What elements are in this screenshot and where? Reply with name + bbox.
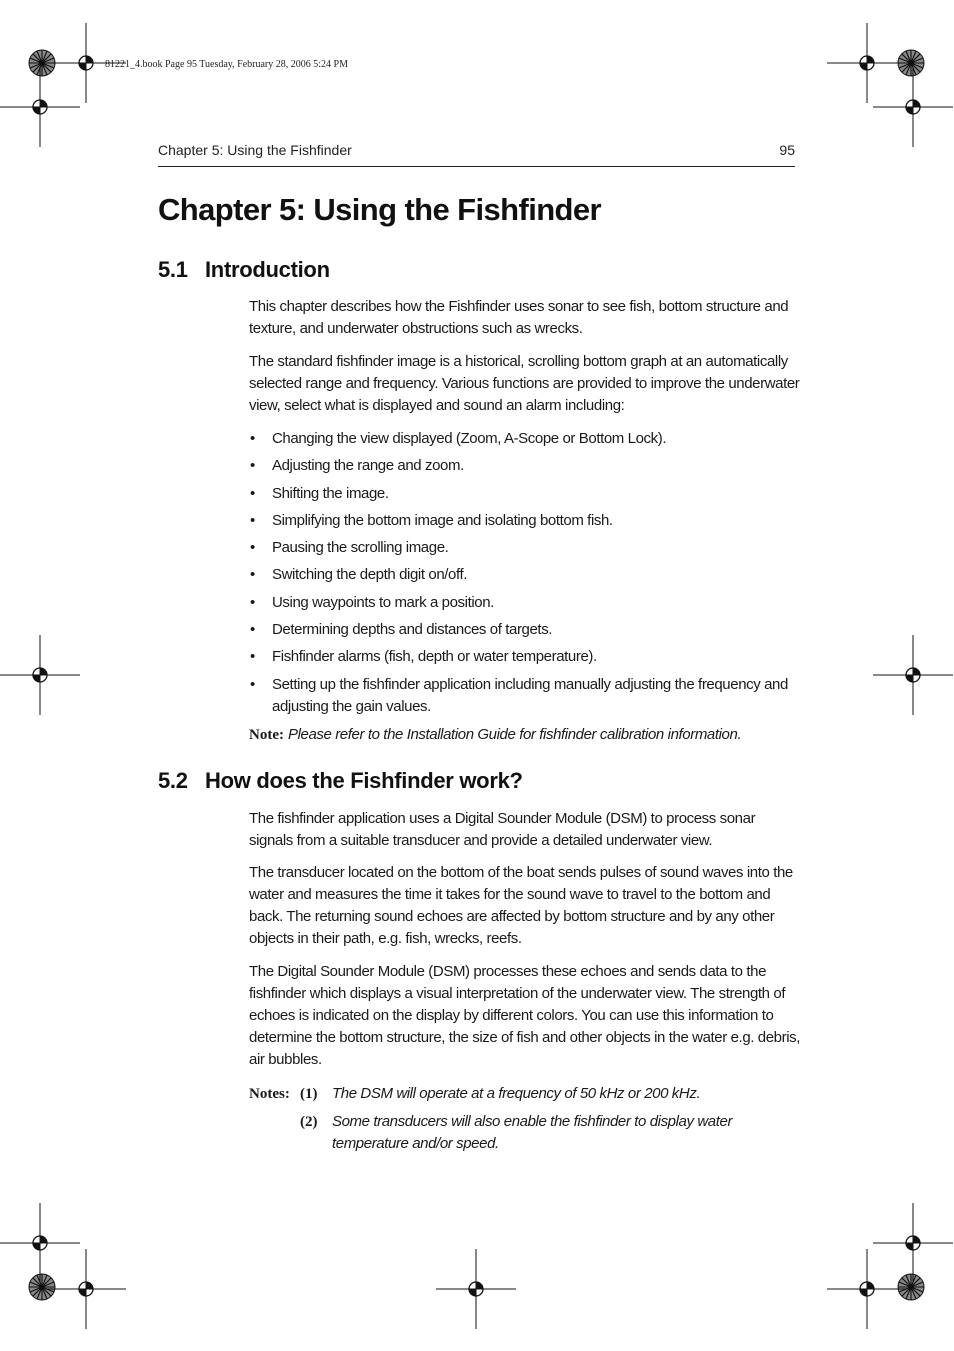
section-heading-how-it-works (158, 768, 523, 794)
list-item: • Determining depths and distances of targets. (249, 619, 801, 641)
list-item: • Fishfinder alarms (fish, depth or water temperature). (249, 646, 801, 668)
section-title: How does the Fishfinder work? (205, 768, 523, 793)
notes-number: (1) (300, 1086, 318, 1102)
section-title: Introduction (205, 257, 330, 282)
list-item: • Setting up the fishfinder application including manually adjusting the frequency and adjusting the gain values. (249, 674, 801, 718)
notes-text: The DSM will operate at a frequency of 50 kHz or 200 kHz. (332, 1085, 701, 1102)
notes-item (249, 1111, 809, 1155)
note-text: Please refer to the Installation Guide for fishfinder calibration information. (287, 726, 742, 743)
paragraph: The standard fishfinder image is a historical, scrolling bottom graph at an automatically selected range and frequency. Various functions are provided to improve the underwater view, select what is displayed and sound an alarm including: (249, 353, 800, 414)
paragraph: This chapter describes how the Fishfinder uses sonar to see fish, bottom structure and texture, and underwater obstructions such as wrecks. (249, 298, 789, 337)
notes-number: (2) (300, 1114, 318, 1130)
paragraph: The Digital Sounder Module (DSM) processes these echoes and sends data to the fishfinder which displays a visual interpretation of the underwater view. The strength of echoes is indicated on the display by different colors. You can use this information to determine the bottom structure, the size of fish and other objects in the water e.g. debris, air bubbles. (249, 963, 801, 1068)
paragraph: The fishfinder application uses a Digital Sounder Module (DSM) to process sonar signals from a suitable transducer and provide a detailed underwater view. (249, 810, 756, 849)
section-number: 5.1 (158, 257, 188, 282)
section-heading-introduction (158, 257, 330, 283)
notes-item (249, 1083, 809, 1105)
section-number: 5.2 (158, 768, 188, 793)
list-item: • Using waypoints to mark a position. (249, 592, 801, 614)
notes-text: Some transducers will also enable the fishfinder to display water temperature and/or speed. (332, 1113, 733, 1152)
running-header (158, 142, 795, 167)
page-number: 95 (779, 142, 795, 158)
list-item: • Shifting the image. (249, 483, 801, 505)
list-item: • Adjusting the range and zoom. (249, 455, 801, 477)
note (249, 724, 809, 746)
note-label: Note: (249, 727, 284, 743)
chapter-title: Chapter 5: Using the Fishfinder (158, 192, 601, 227)
list-item: • Changing the view displayed (Zoom, A-Scope or Bottom Lock). (249, 428, 801, 450)
bullet-list (249, 428, 801, 723)
list-item: • Pausing the scrolling image. (249, 537, 801, 559)
list-item: • Simplifying the bottom image and isolating bottom fish. (249, 510, 801, 532)
paragraph: The transducer located on the bottom of the boat sends pulses of sound waves into the water and measures the time it takes for the sound wave to travel to the bottom and back. The returning sound echoes are affected by bottom structure and by any other objects in their path, e.g. fish, wrecks, reefs. (249, 864, 793, 947)
list-item: • Switching the depth digit on/off. (249, 564, 801, 586)
print-slug: 81221_4.book Page 95 Tuesday, February 28, 2006 5:24 PM (105, 59, 348, 70)
running-header-title: Chapter 5: Using the Fishfinder (158, 142, 352, 158)
notes-label: Notes: (249, 1086, 290, 1102)
